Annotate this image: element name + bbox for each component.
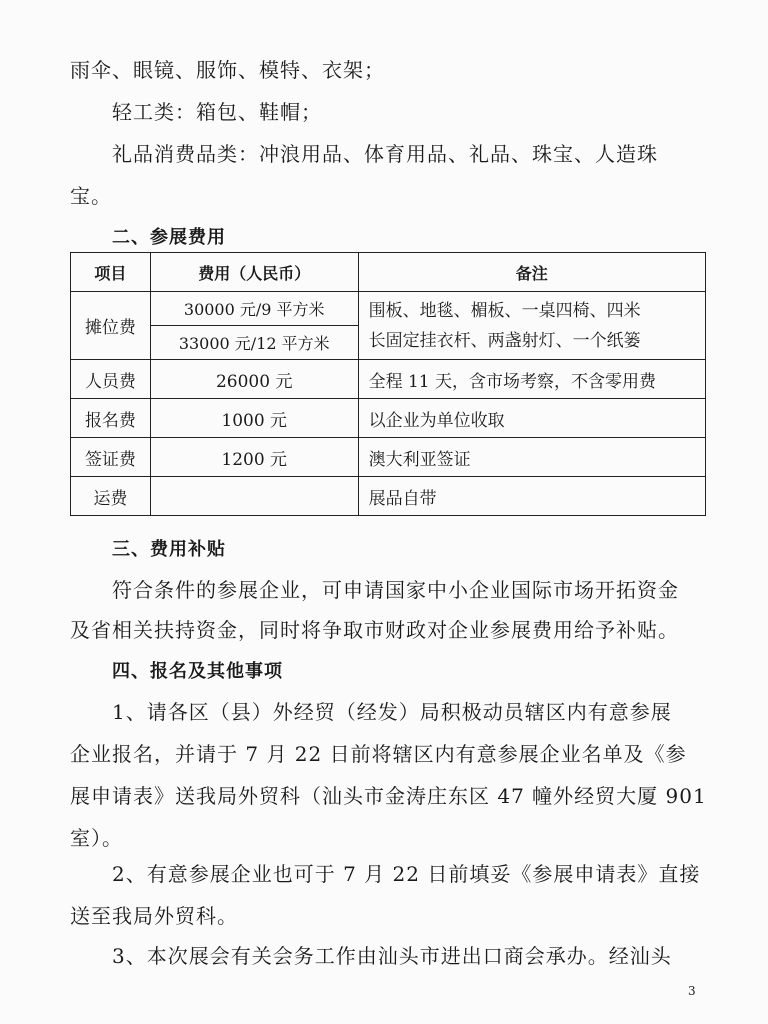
header-fee: 费用（人民币） [150, 253, 358, 292]
registration-p1-line-4: 室）。 [70, 826, 123, 850]
row-note: 展品自带 [358, 477, 705, 516]
header-note: 备注 [358, 253, 705, 292]
registration-p2-line-1: 2、有意参展企业也可于 7 月 22 日前填妥《参展申请表》直接 [112, 862, 701, 886]
section-heading-fees: 二、参展费用 [112, 227, 226, 248]
row-note: 澳大利亚签证 [358, 438, 705, 477]
fee-table-header-row [71, 253, 706, 292]
table-row [71, 438, 706, 477]
row-fee: 1000 元 [150, 399, 358, 438]
subsidy-line-2: 及省相关扶持资金，同时将争取市财政对企业参展费用给予补贴。 [70, 618, 679, 642]
intro-line-1: 雨伞、眼镜、服饰、模特、衣架； [70, 58, 385, 82]
intro-line-3: 礼品消费品类：冲浪用品、体育用品、礼品、珠宝、人造珠 [112, 142, 658, 166]
row-note: 以企业为单位收取 [358, 399, 705, 438]
row-fee: 26000 元 [150, 360, 358, 399]
booth-item: 摊位费 [71, 292, 151, 360]
intro-line-2: 轻工类：箱包、鞋帽； [112, 100, 322, 124]
registration-p1-line-1: 1、请各区（县）外经贸（经发）局积极动员辖区内有意参展 [112, 700, 672, 724]
section-heading-registration: 四、报名及其他事项 [112, 661, 283, 682]
page-number: 3 [688, 984, 696, 998]
intro-line-4: 宝。 [70, 184, 112, 208]
row-fee [150, 477, 358, 516]
row-item: 人员费 [71, 360, 151, 399]
fee-table [70, 252, 706, 516]
row-item: 报名费 [71, 399, 151, 438]
row-item: 运费 [71, 477, 151, 516]
booth-fee-1: 30000 元/9 平方米 [150, 292, 358, 326]
booth-note [358, 292, 705, 360]
registration-p3-line-1: 3、本次展会有关会务工作由汕头市进出口商会承办。经汕头 [112, 944, 672, 968]
booth-note-line-2: 长固定挂衣杆、两盏射灯、一个纸篓 [368, 330, 641, 351]
row-note: 全程 11 天，含市场考察，不含零用费 [358, 360, 705, 399]
table-row [71, 360, 706, 399]
registration-p1-line-3: 展申请表》送我局外贸科（汕头市金涛庄东区 47 幢外经贸大厦 901 [70, 784, 707, 808]
header-item: 项目 [71, 253, 151, 292]
registration-p2-line-2: 送至我局外贸科。 [70, 904, 238, 928]
subsidy-line-1: 符合条件的参展企业，可申请国家中小企业国际市场开拓资金 [112, 578, 679, 602]
table-row [71, 399, 706, 438]
table-row [71, 477, 706, 516]
section-heading-subsidy: 三、费用补贴 [112, 539, 226, 560]
row-item: 签证费 [71, 438, 151, 477]
booth-fee-2: 33000 元/12 平方米 [150, 326, 358, 360]
row-fee: 1200 元 [150, 438, 358, 477]
registration-p1-line-2: 企业报名，并请于 7 月 22 日前将辖区内有意参展企业名单及《参 [70, 742, 687, 766]
booth-note-line-1: 围板、地毯、楣板、一桌四椅、四米 [368, 300, 641, 321]
table-row [71, 292, 706, 326]
